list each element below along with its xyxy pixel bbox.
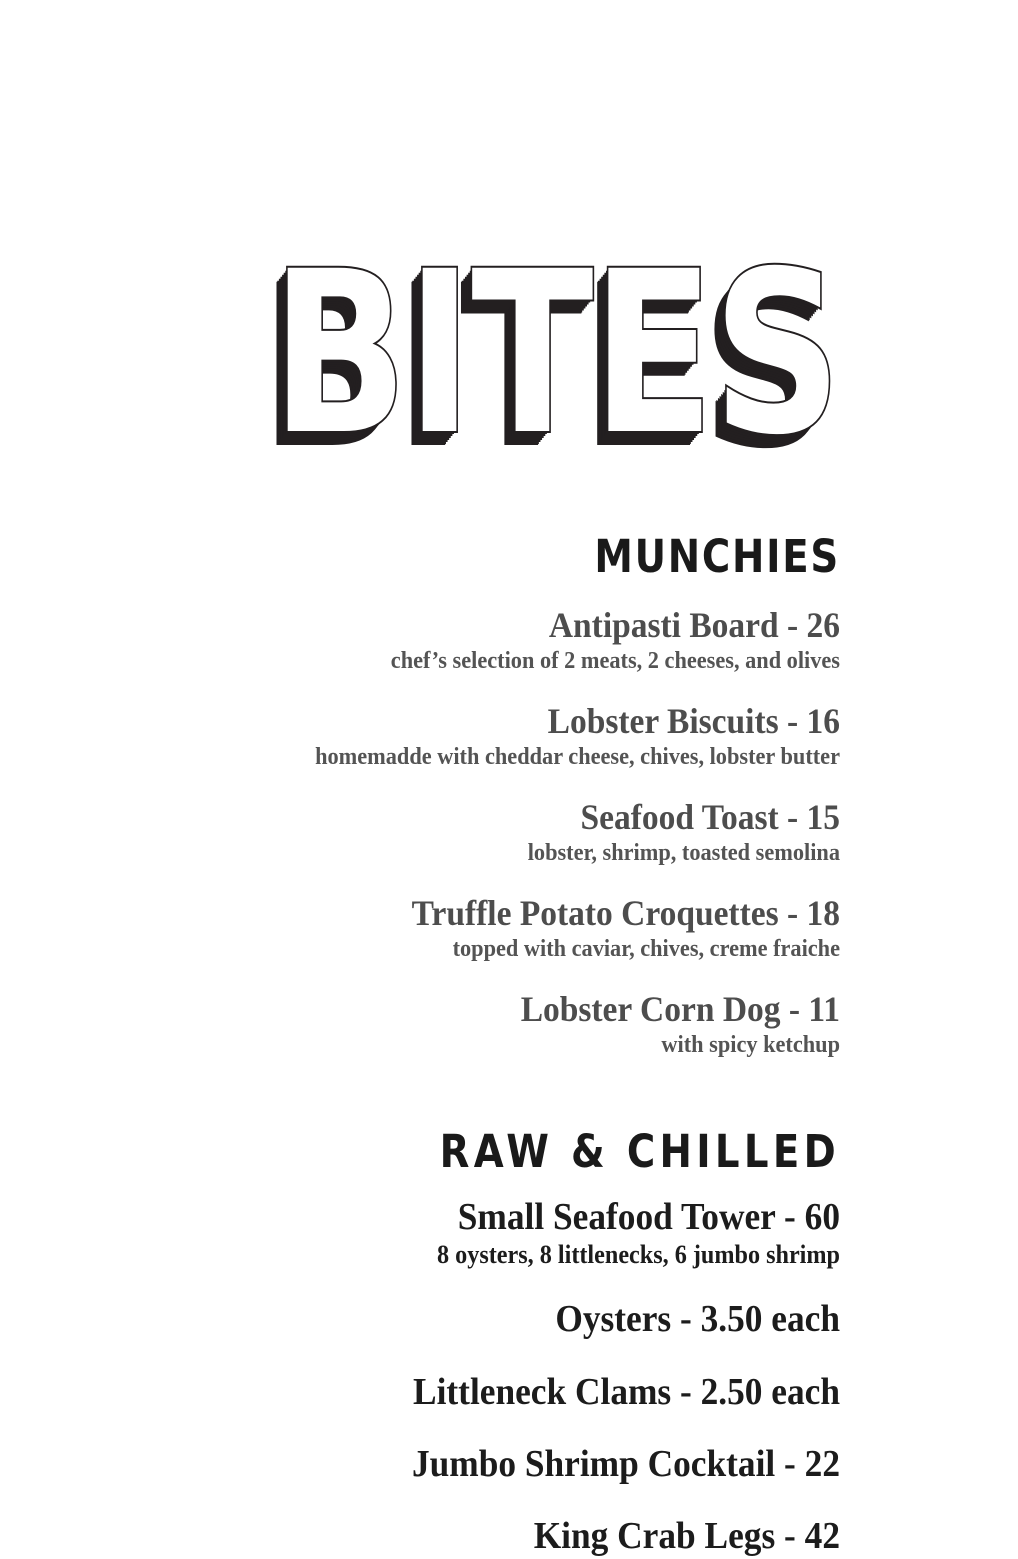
menu-item: [0, 1515, 840, 1558]
menu-item-name: Lobster Biscuits - 16: [547, 701, 840, 742]
menu-title-block: [0, 223, 840, 484]
menu-item-description: with spicy ketchup: [661, 1032, 840, 1058]
menu-item-name: Littleneck Clams - 2.50 each: [413, 1370, 840, 1413]
menu-item-description: homemadde with cheddar cheese, chives, lobster butter: [315, 743, 840, 770]
menu-section-raw-and-chilled: [0, 1125, 840, 1558]
menu-section-munchies: [0, 530, 840, 1059]
menu-item: [0, 893, 840, 963]
menu-item-description: topped with caviar, chives, creme fraiche: [452, 935, 840, 962]
menu-item-name: Lobster Corn Dog - 11: [520, 989, 840, 1030]
menu-item: [0, 1196, 840, 1269]
menu-item: [0, 701, 840, 771]
section-heading-munchies: MUNCHIES: [594, 530, 840, 583]
menu-item-list-munchies: [0, 605, 840, 1059]
menu-item: [0, 1443, 840, 1486]
menu-item-name: Truffle Potato Croquettes - 18: [411, 893, 840, 934]
menu-item-description: lobster, shrimp, toasted semolina: [527, 839, 840, 866]
page-title: BITES: [271, 223, 840, 484]
menu-item: [0, 605, 840, 675]
section-heading-raw-and-chilled: RAW & CHILLED: [439, 1125, 840, 1179]
menu-item-description: 8 oysters, 8 littlenecks, 6 jumbo shrimp: [437, 1239, 840, 1269]
menu-item-list-raw-and-chilled: [0, 1196, 840, 1558]
menu-item: [0, 1371, 840, 1414]
menu-item-name: King Crab Legs - 42: [533, 1515, 840, 1558]
menu-item-name: Antipasti Board - 26: [548, 605, 840, 645]
menu-item-name: Oysters - 3.50 each: [555, 1298, 840, 1341]
menu-item: [0, 989, 840, 1059]
menu-item-name: Seafood Toast - 15: [580, 797, 840, 838]
menu-item: [0, 1298, 840, 1341]
menu-item-name: Jumbo Shrimp Cocktail - 22: [411, 1442, 840, 1485]
menu-item: [0, 797, 840, 867]
menu-item-name: Small Seafood Tower - 60: [457, 1196, 840, 1239]
menu-item-description: chef’s selection of 2 meats, 2 cheeses, and olives: [390, 647, 840, 674]
